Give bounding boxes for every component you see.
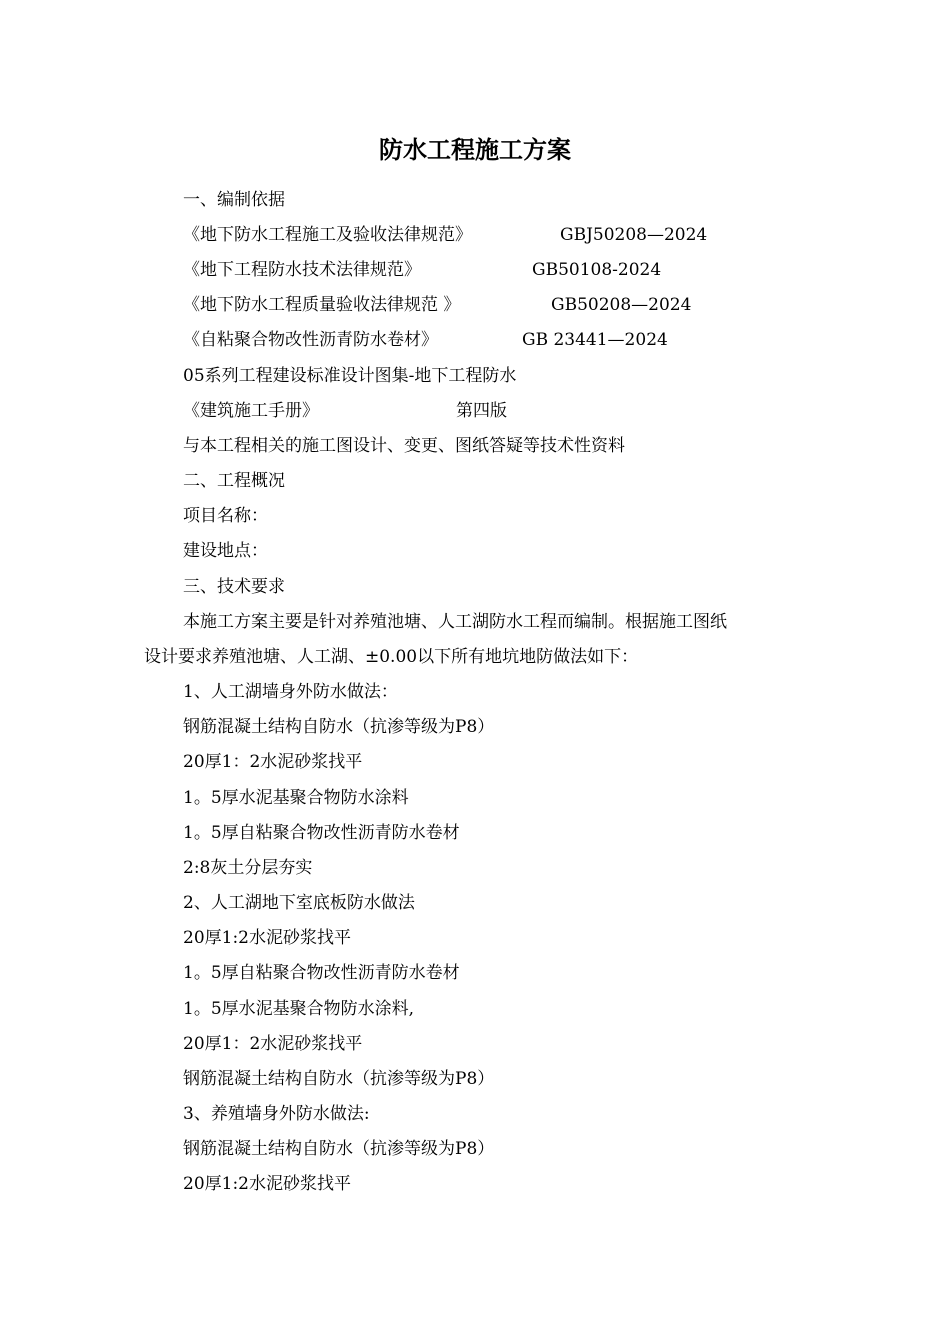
method-layer: 20厚1：2水泥砂浆找平 <box>183 752 363 772</box>
method-heading: 2、人工湖地下室底板防水做法 <box>183 893 415 913</box>
reference-code: GBJ50208—2024 <box>560 225 708 245</box>
reference-item <box>183 399 507 423</box>
method-layer: 2:8灰土分层夯实 <box>183 858 313 878</box>
reference-code: GB50208—2024 <box>551 295 692 315</box>
handbook-edition: 第四版 <box>456 401 507 421</box>
reference-item <box>183 223 708 247</box>
method-heading: 1、人工湖墙身外防水做法： <box>183 682 398 702</box>
reference-name: 《自粘聚合物改性沥青防水卷材》 <box>183 330 438 350</box>
method-layer: 1。5厚自粘聚合物改性沥青防水卷材 <box>183 963 460 983</box>
atlas-reference: 05系列工程建设标准设计图集-地下工程防水 <box>183 366 517 386</box>
method-layer: 钢筋混凝土结构自防水（抗渗等级为P8） <box>183 1069 495 1089</box>
method-layer: 1。5厚水泥基聚合物防水涂料, <box>183 999 415 1019</box>
method-layer: 1。5厚自粘聚合物改性沥青防水卷材 <box>183 823 460 843</box>
section-heading-technical: 三、技术要求 <box>183 577 285 597</box>
method-heading: 3、养殖墙身外防水做法: <box>183 1104 370 1124</box>
technical-intro-line: 设计要求养殖池塘、人工湖、±0.00以下所有地坑地防做法如下： <box>144 647 639 667</box>
method-layer: 1。5厚水泥基聚合物防水涂料 <box>183 788 409 808</box>
method-layer: 20厚1:2水泥砂浆找平 <box>183 1174 351 1194</box>
section-heading-overview: 二、工程概况 <box>183 471 285 491</box>
technical-intro-line: 本施工方案主要是针对养殖池塘、人工湖防水工程而编制。根据施工图纸 <box>183 612 727 632</box>
related-materials: 与本工程相关的施工图设计、变更、图纸答疑等技术性资料 <box>183 436 625 456</box>
reference-item <box>183 328 668 352</box>
method-layer: 20厚1:2水泥砂浆找平 <box>183 928 351 948</box>
method-layer: 钢筋混凝土结构自防水（抗渗等级为P8） <box>183 717 495 737</box>
location-label: 建设地点： <box>183 541 268 561</box>
reference-item <box>183 293 692 317</box>
method-layer: 钢筋混凝土结构自防水（抗渗等级为P8） <box>183 1139 495 1159</box>
reference-code: GB50108-2024 <box>532 260 662 280</box>
reference-name: 《地下工程防水技术法律规范》 <box>183 260 421 280</box>
document-title: 防水工程施工方案 <box>379 135 571 164</box>
reference-code: GB 23441—2024 <box>522 330 668 350</box>
section-heading-basis: 一、编制依据 <box>183 190 285 210</box>
reference-name: 《地下防水工程质量验收法律规范 》 <box>183 295 461 315</box>
handbook-name: 《建筑施工手册》 <box>183 401 319 421</box>
reference-item <box>183 258 662 282</box>
reference-name: 《地下防水工程施工及验收法律规范》 <box>183 225 472 245</box>
project-name-label: 项目名称： <box>183 506 268 526</box>
method-layer: 20厚1：2水泥砂浆找平 <box>183 1034 363 1054</box>
